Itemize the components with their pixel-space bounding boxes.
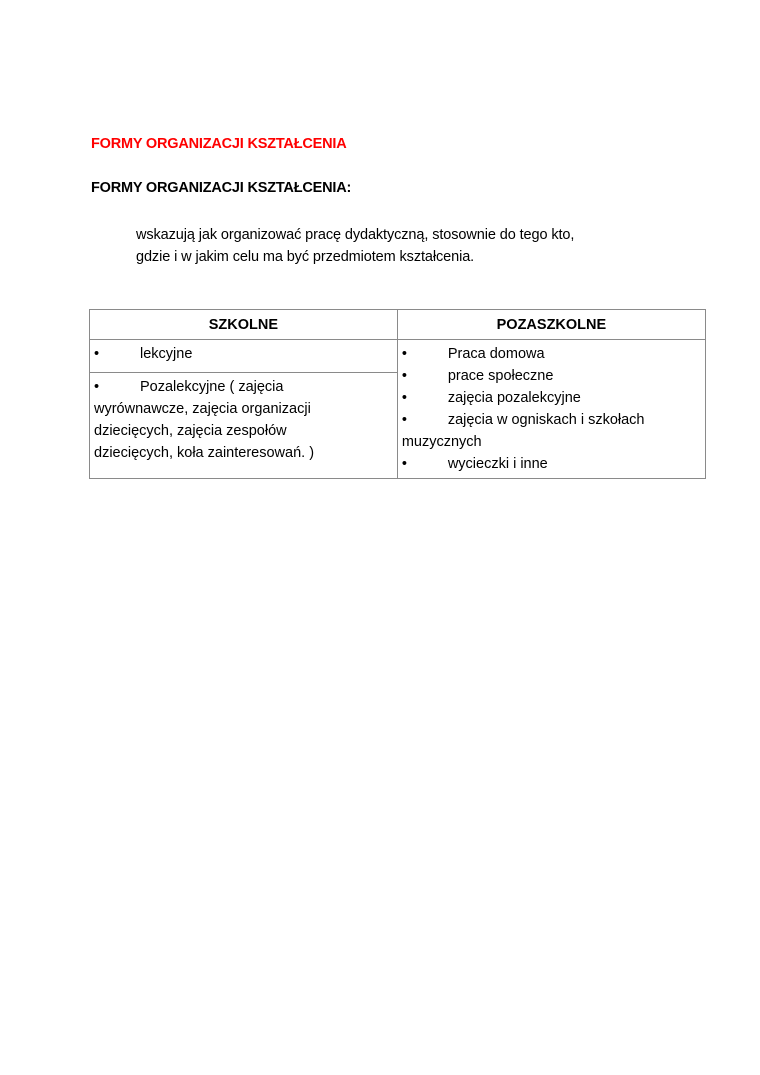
list-item-text: lekcyjne [140, 346, 193, 362]
description-line: gdzie i w jakim celu ma być przedmiotem kształcenia. [136, 249, 475, 265]
list-item-text: zajęcia w ogniskach i szkołach [447, 412, 645, 428]
bullet-icon: • [401, 456, 407, 472]
section-heading: FORMY ORGANIZACJI KSZTAŁCENIA: [91, 180, 352, 196]
list-item-text: prace społeczne [447, 368, 554, 384]
list-item-text: zajęcia pozalekcyjne [447, 390, 581, 406]
table-header-row [90, 310, 706, 340]
bullet-icon: • [94, 378, 100, 395]
list-item [402, 387, 701, 409]
description-line: wskazują jak organizować pracę dydaktyczną, stosownie do tego kto, [136, 227, 575, 243]
list-item-text: Pozalekcyjne ( zajęcia [140, 378, 284, 395]
list-item [402, 453, 701, 475]
list-item [402, 409, 701, 431]
header-szkolne: SZKOLNE [90, 310, 398, 340]
list-item [402, 343, 701, 365]
list-item [94, 376, 393, 398]
list-item [402, 365, 701, 387]
document-title: FORMY ORGANIZACJI KSZTAŁCENIA [91, 136, 347, 152]
cell-szkolne-lekcyjne [90, 340, 398, 373]
list-item-continuation: wyrównawcze, zajęcia organizacji [94, 400, 311, 417]
list-item-text: Praca domowa [447, 346, 545, 362]
bullet-icon: • [401, 346, 407, 362]
list-item [94, 343, 393, 365]
cell-pozaszkolne [397, 340, 705, 479]
bullet-icon: • [401, 412, 407, 428]
bullet-icon: • [94, 346, 100, 362]
list-item-continuation: muzycznych [401, 434, 482, 450]
description-paragraph [136, 224, 676, 268]
forms-table [89, 309, 706, 479]
bullet-icon: • [401, 368, 407, 384]
table-row [90, 340, 706, 373]
cell-szkolne-pozalekcyjne [90, 372, 398, 479]
list-item-continuation: dziecięcych, zajęcia zespołów [94, 422, 287, 439]
list-item-text: wycieczki i inne [447, 456, 548, 472]
bullet-icon: • [401, 390, 407, 406]
list-item-continuation: dziecięcych, koła zainteresowań. ) [94, 444, 315, 461]
header-pozaszkolne: POZASZKOLNE [397, 310, 705, 340]
